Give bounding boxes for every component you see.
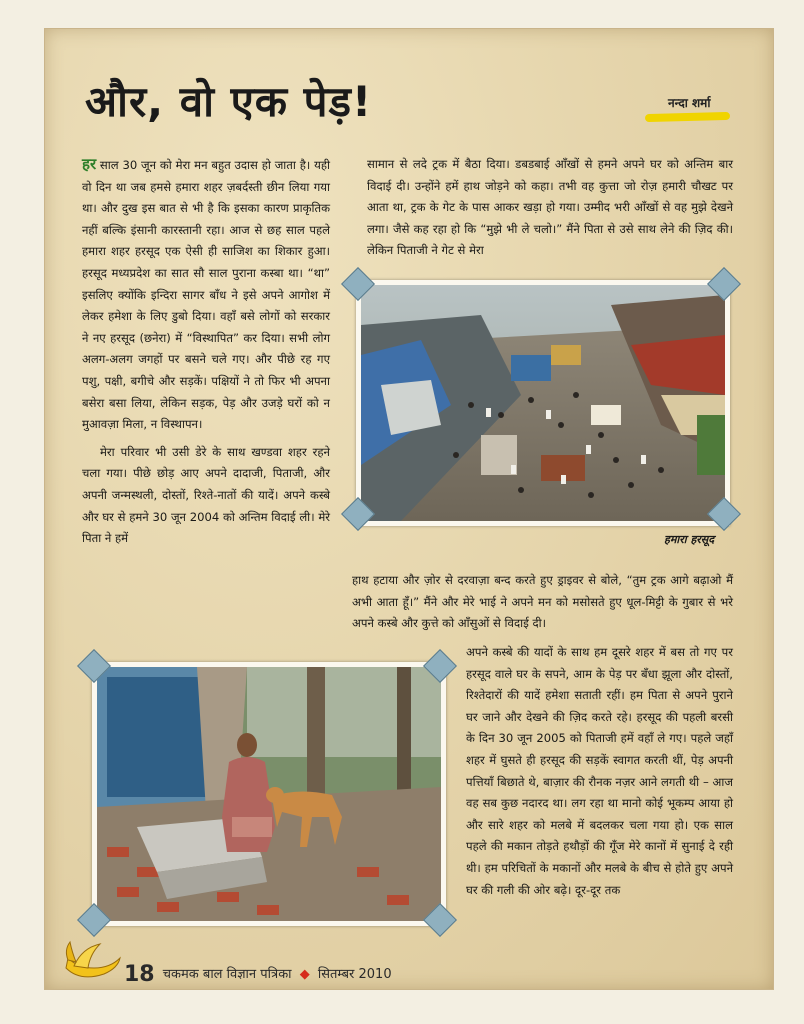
photo-caption: हमारा हरसूद [664, 533, 715, 546]
issue-date: सितम्बर 2010 [317, 967, 392, 982]
drop-word: हर [82, 155, 97, 173]
photo-harsud-market [356, 280, 730, 526]
diamond-icon: ◆ [299, 967, 310, 982]
column-right-top [367, 154, 733, 262]
paragraph-truck: सामान से लदे ट्रक में बैठा दिया। डबडबाई आँखों से हमने अपने घर को अन्तिम बार विदाई दी। उन्होंने हमें हाथ जोड़ने को कहा। तभी वह कुत्ता जो रोज़ हमारी चौखट पर आता था, ट्रक के गेट के पास आकर खड़ा हो गया। उम्मीद भरी आँखों से वह मुझे देखने लगा। जैसे कह रहा हो कि “मुझे भी ले चलो।” मैंने पिता से उसे साथ लेने की ज़िद की। लेकिन पिताजी ने गेट से मेरा [367, 157, 733, 258]
author-name: नन्दा शर्मा [668, 96, 711, 110]
page-number: 18 [124, 962, 155, 987]
magazine-name: चकमक बाल विज्ञान पत्रिका [162, 967, 292, 982]
article-title: और, वो एक पेड़! [85, 77, 373, 126]
paragraph-return-visit: अपने कस्बे की यादों के साथ हम दूसरे शहर में बस तो गए पर हरसूद वाले घर के सपने, आम के पेड़ पर बँधा झूला और दोस्तों, रिश्तेदारों की यादें हमेशा सताती रहीं। हम पिता से अपने पुराने घर जाने और देखने की ज़िद करते रहे। हरसूद की पहली बरसी के दिन 30 जून 2005 को पिताजी हमें वहाँ ले गए। पहले जहाँ शहर में घुसते ही हरसूद की सड़कें स्वागत करती थीं, पेड़ अपनी पत्तियाँ बिछाते थे, बाज़ार की रौनक नज़र आने लगती थी – आज वह सब कुछ नदारद था। लग रहा था मानो कोई भूकम्प आया हो और सारे शहर को मलबे में बदलकर चला गया हो। एक साल पहले की मकान तोड़ते हथौड़ों की गूँज मेरे कानों में सुनाई दे रही थी। हम परिचितों के मकानों और मलबे के बीच से होते हुए अपने घर की गली की ओर बढ़े। दूर-दूर तक [466, 645, 733, 897]
paragraph-intro-text: साल 30 जून को मेरा मन बहुत उदास हो जाता है। यही वो दिन था जब हमसे हमारा शहर ज़बर्दस्ती छीन लिया गया था। और दुख इस बात से भी है कि इसका कारण प्राकृतिक नहीं बल्कि इंसानी कारस्तानी रहा। आज से छह साल पहले हमारा शहर हरसूद एक ऐसी ही साजिश का शिकार हुआ। हरसूद मध्यप्रदेश का सात सौ साल पुराना कस्बा था। “था” इसलिए क्योंकि इन्दिरा सागर बाँध ने इसे अपने आगोश में लेकर हमेशा के लिए डुबो दिया। वहाँ बसे लोगों को सरकार ने नए हरसूद (छनेरा) में “विस्थापित” कर दिया। सभी लोग अलग-अलग जगहों पर बसने चले गए। और पीछे रह गए पशु, पक्षी, बगीचे और सड़कें। पक्षियों ने तो फिर भी अपना बसेरा बसा लिया, लेकिन सड़क, पेड़ और उजड़े घरों को न मुआवज़ा मिला, न विस्थापन। [82, 158, 330, 432]
paragraph-intro [82, 154, 330, 436]
paragraph-family: मेरा परिवार भी उसी डेरे के साथ खण्डवा शहर रहने चला गया। पीछे छोड़ आए अपने दादाजी, पिताजी, और अपनी जन्मस्थली, दोस्तों, रिश्ते-नातों की यादें। अपने कस्बे और घर से हमने 30 जून 2004 को अन्तिम विदाई ली। मेरे पिता ने हमें [82, 444, 330, 546]
market-scene-image [361, 285, 725, 521]
banana-icon [60, 938, 122, 982]
rubble-scene-image [97, 667, 441, 921]
photo-woman-dog-rubble [92, 662, 446, 926]
page-footer [124, 962, 392, 987]
column-left [82, 154, 330, 550]
column-right-bottom [466, 642, 733, 901]
paragraph-farewell: हाथ हटाया और ज़ोर से दरवाज़ा बन्द करते हुए ड्राइवर से बोले, “तुम ट्रक आगे बढ़ाओ मैं अभी आता हूँ।” मैंने और मेरे भाई ने अपने मन को मसोसते हुए धूल-मिट्टी के गुबार से भरे अपने कस्बे और कुत्ते को आँसुओं से विदाई दी। [352, 573, 733, 631]
column-mid [352, 570, 733, 635]
